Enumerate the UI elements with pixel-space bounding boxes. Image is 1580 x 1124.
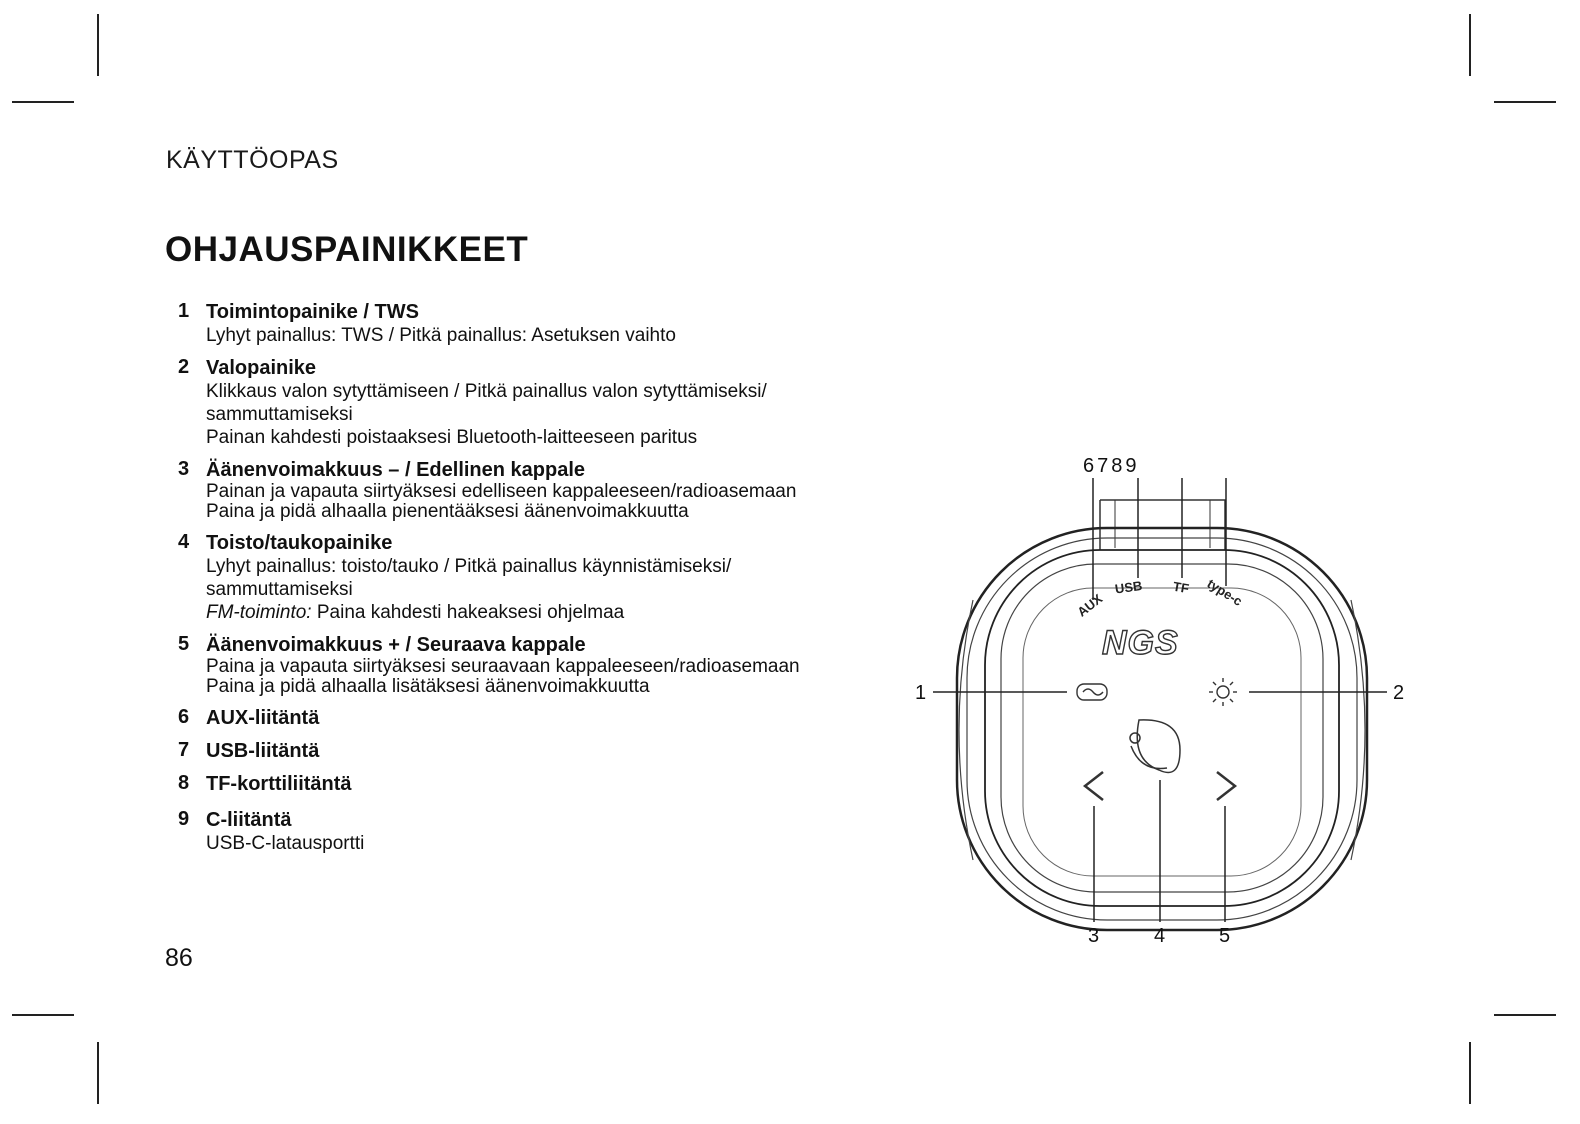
item-title: Toimintopainike / TWS (206, 301, 419, 323)
item-number: 3 (178, 458, 190, 480)
speaker-diagram-svg (905, 450, 1425, 950)
strap-outline (1100, 500, 1225, 550)
list-item (170, 772, 870, 796)
item-title: TF-korttiliitäntä (206, 773, 352, 795)
speaker-face-inner (1001, 564, 1323, 892)
list-item (170, 458, 870, 522)
light-icon (1209, 678, 1237, 706)
port-label-typec: type-c (1204, 575, 1245, 609)
item-number: 8 (178, 772, 190, 794)
volume-down-icon (1085, 772, 1103, 800)
item-text-fm (206, 601, 870, 624)
speaker-diagram (905, 450, 1425, 950)
item-title: USB-liitäntä (206, 740, 320, 762)
item-number: 9 (178, 808, 190, 830)
list-item (170, 300, 870, 347)
item-text: sammuttamiseksi (206, 404, 353, 425)
fm-label: FM-toiminto: (206, 602, 312, 623)
item-text: Lyhyt painallus: TWS / Pitkä painallus: Asetuksen vaihto (206, 325, 676, 346)
list-item (170, 706, 870, 730)
list-item (170, 531, 870, 624)
item-number: 1 (178, 300, 190, 322)
page-number: 86 (165, 944, 193, 972)
fm-text: Paina kahdesti hakeaksesi ohjelmaa (311, 602, 625, 623)
function-tws-icon (1077, 684, 1107, 700)
item-text: Paina ja pidä alhaalla pienentääksesi äänenvoimakkuutta (206, 501, 689, 522)
crop-mark-top-left-v (97, 14, 99, 76)
item-title: Valopainike (206, 357, 317, 379)
page-title: OHJAUSPAINIKKEET (165, 230, 529, 269)
item-number: 6 (178, 706, 190, 728)
item-title: Äänenvoimakkuus + / Seuraava kappale (206, 634, 586, 656)
port-label-usb: USB (1114, 577, 1144, 597)
port-label-tf: TF (1171, 578, 1191, 597)
crop-mark-bottom-right-v (1469, 1042, 1471, 1104)
list-item (170, 633, 870, 697)
callout-3: 3 (1088, 925, 1100, 947)
list-item (170, 808, 870, 855)
crop-mark-bottom-left-v (97, 1042, 99, 1104)
item-title: Toisto/taukopainike (206, 532, 393, 554)
crop-mark-bottom-right-h (1494, 1014, 1556, 1016)
item-text: Klikkaus valon sytyttämiseen / Pitkä painallus valon sytyttämiseksi/ (206, 381, 767, 402)
crop-mark-top-right-h (1494, 101, 1556, 103)
callout-4: 4 (1154, 925, 1166, 947)
item-text: Lyhyt painallus: toisto/tauko / Pitkä painallus käynnistämiseksi/ (206, 556, 732, 577)
item-number: 7 (178, 739, 190, 761)
item-text: sammuttamiseksi (206, 579, 353, 600)
item-title: Äänenvoimakkuus – / Edellinen kappale (206, 459, 586, 481)
item-number: 2 (178, 356, 190, 378)
callout-5: 5 (1219, 925, 1231, 947)
callout-1: 1 (915, 682, 927, 704)
manual-header: KÄYTTÖOPAS (166, 146, 339, 174)
list-item (170, 356, 870, 449)
controls-list (170, 300, 870, 864)
item-text: Paina ja pidä alhaalla lisätäksesi äänenvoimakkuutta (206, 676, 650, 697)
speaker-face-outer (985, 550, 1339, 906)
item-text: Painan kahdesti poistaaksesi Bluetooth-laitteeseen paritus (206, 427, 698, 448)
callout-top-numbers: 6789 (1083, 455, 1140, 477)
item-title: C-liitäntä (206, 809, 292, 831)
item-text: USB-C-latausportti (206, 833, 365, 854)
crop-mark-top-right-v (1469, 14, 1471, 76)
port-label-aux: AUX (1074, 590, 1106, 620)
volume-up-icon (1217, 772, 1235, 800)
list-item (170, 739, 870, 763)
item-title: AUX-liitäntä (206, 707, 320, 729)
crop-mark-top-left-h (12, 101, 74, 103)
item-text: Painan ja vapauta siirtyäksesi edelliseen kappaleeseen/radioasemaan (206, 481, 797, 502)
play-pause-icon (1130, 720, 1180, 773)
item-number: 4 (178, 531, 190, 553)
ngs-logo: NGS (1102, 624, 1179, 662)
callout-2: 2 (1393, 682, 1405, 704)
crop-mark-bottom-left-h (12, 1014, 74, 1016)
item-number: 5 (178, 633, 190, 655)
item-text: Paina ja vapauta siirtyäksesi seuraavaan kappaleeseen/radioasemaan (206, 656, 800, 677)
